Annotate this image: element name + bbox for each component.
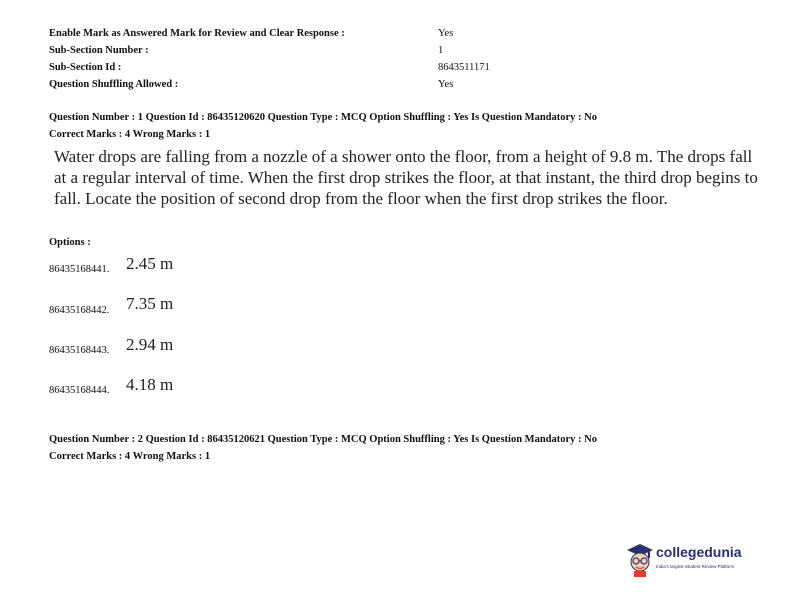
option-value: 2.94 m	[126, 335, 174, 354]
question-header: Question Number : 1 Question Id : 86435120620 Question Type : MCQ Option Shuffling : Yes Is Question Mandatory : No	[49, 112, 597, 123]
question-marks: Correct Marks : 4 Wrong Marks : 1	[49, 451, 211, 462]
meta-label-enable-mark: Enable Mark as Answered Mark for Review and Clear Response :	[49, 28, 345, 39]
meta-value-enable-mark: Yes	[438, 28, 454, 39]
question-marks: Correct Marks : 4 Wrong Marks : 1	[49, 129, 211, 140]
question-text: Water drops are falling from a nozzle of a shower onto the floor, from a height of 9.8 m. The drops fall at a regular interval of time. When the first drop strikes the floor, at that instant, the third drop begins to fall. Locate the position of second drop from the floor when the first drop strikes the floor.	[54, 147, 758, 208]
meta-value-shuffling: Yes	[438, 79, 454, 90]
option-id: 86435168444.	[49, 385, 110, 396]
meta-label-shuffling: Question Shuffling Allowed :	[49, 79, 179, 90]
option-value: 7.35 m	[126, 294, 174, 313]
option-id: 86435168443.	[49, 345, 110, 356]
logo-tagline: India's largest Student Review Platform	[656, 564, 735, 569]
option-value: 4.18 m	[126, 375, 174, 394]
collegedunia-logo	[626, 542, 756, 582]
logo-name: collegedunia	[656, 544, 742, 560]
graduate-mascot-icon	[626, 542, 654, 578]
meta-value-subsection-number: 1	[438, 45, 444, 56]
option-value: 2.45 m	[126, 254, 174, 273]
option-id: 86435168442.	[49, 305, 110, 316]
question-header: Question Number : 2 Question Id : 86435120621 Question Type : MCQ Option Shuffling : Yes Is Question Mandatory : No	[49, 434, 597, 445]
meta-label-subsection-number: Sub-Section Number :	[49, 45, 149, 56]
meta-label-subsection-id: Sub-Section Id :	[49, 62, 122, 73]
options-label: Options :	[49, 237, 91, 248]
option-id: 86435168441.	[49, 264, 110, 275]
meta-value-subsection-id: 8643511171	[438, 62, 490, 73]
